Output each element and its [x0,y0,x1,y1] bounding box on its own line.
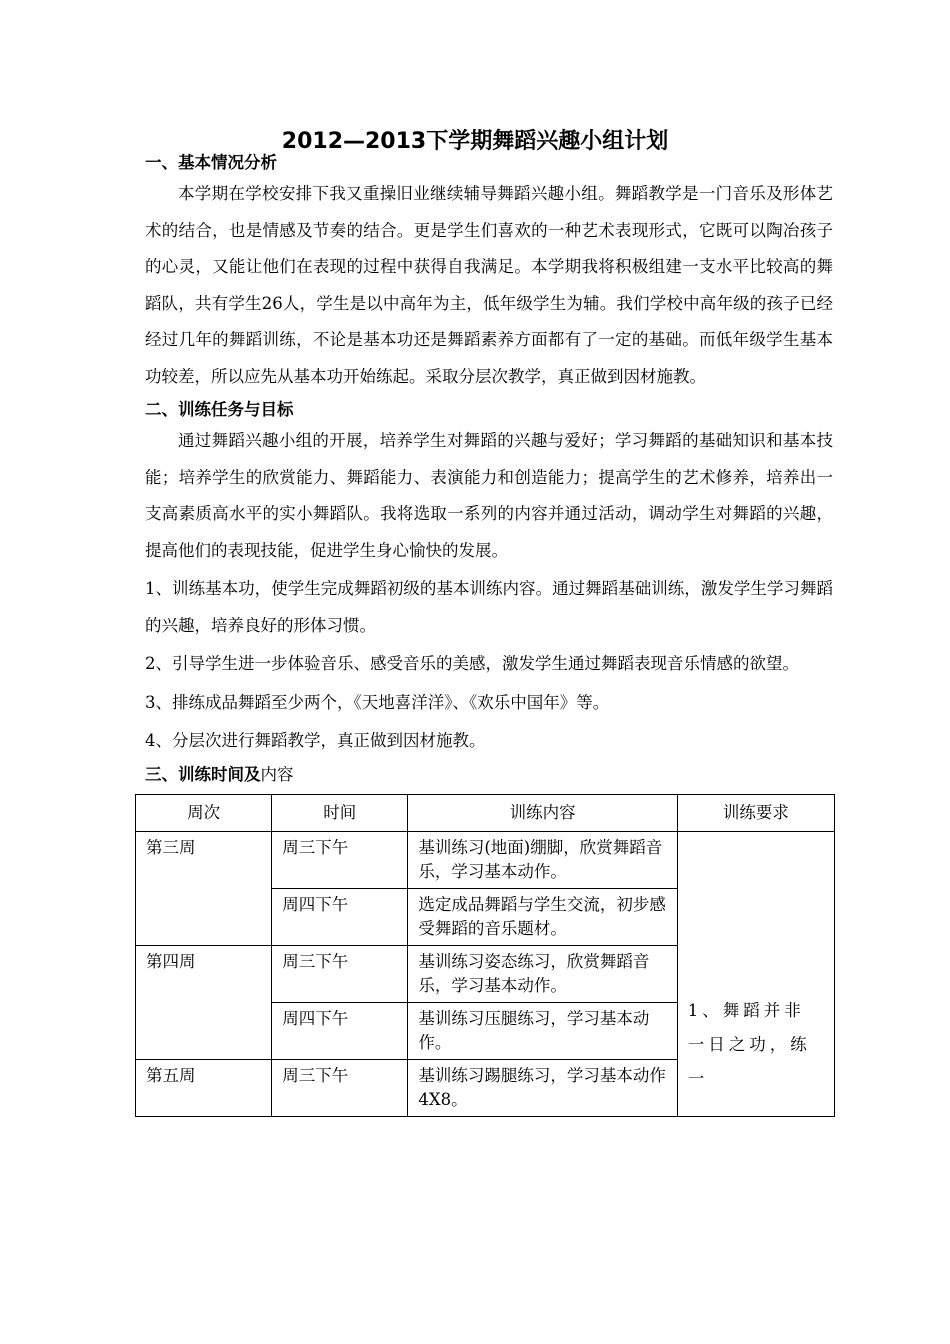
goal-item-4: 4、分层次进行舞蹈教学，真正做到因材施教。 [145,731,486,750]
document-title: 2012—2013下学期舞蹈兴趣小组计划 [281,129,669,154]
week-cell: 第三周 [136,831,272,945]
time-cell: 周三下午 [272,1059,408,1116]
goal-item-3: 3、排练成品舞蹈至少两个，《天地喜洋洋》、《欢乐中国年》等。 [145,692,610,712]
content-cell: 基训练习压腿练习，学习基本动作。 [408,1002,677,1059]
week-cell: 第四周 [136,945,272,1059]
content-cell: 基训练习(地面)绷脚，欣赏舞蹈音乐，学习基本动作。 [408,831,677,888]
content-cell: 基训练习踢腿练习，学习基本动作4X8。 [408,1059,677,1116]
requirement-cell: 1、舞蹈并非一日之功，练一 [677,831,834,1116]
header-content: 训练内容 [408,794,677,831]
week-cell: 第五周 [136,1059,272,1116]
time-cell: 周四下午 [272,1002,408,1059]
goal-item-2: 2、引导学生进一步体验音乐、感受音乐的美感，激发学生通过舞蹈表现音乐情感的欲望。 [145,654,799,673]
content-cell: 基训练习姿态练习，欣赏舞蹈音乐，学习基本动作。 [408,945,677,1002]
table-row [136,831,835,888]
section2-heading: 二、训练任务与目标 [145,400,294,419]
document-body [145,152,833,1117]
section1-heading: 一、基本情况分析 [145,153,277,172]
section2-paragraph: 通过舞蹈兴趣小组的开展，培养学生对舞蹈的兴趣与爱好；学习舞蹈的基础知识和基本技能；培养学生的欣赏能力、舞蹈能力、表演能力和创造能力；提高学生的艺术修养，培养出一支高素质高水平的实小舞蹈队。我将选取一系列的内容并通过活动，调动学生对舞蹈的兴趣，提高他们的表现技能，促进学生身心愉快的发展。 [145,431,833,560]
schedule-table [135,794,835,1117]
header-requirement: 训练要求 [677,794,834,831]
content-cell: 选定成品舞蹈与学生交流，初步感受舞蹈的音乐题材。 [408,888,677,945]
table-header-row [136,794,835,831]
section3-heading-bold: 三、训练时间及 [145,764,261,784]
time-cell: 周三下午 [272,831,408,888]
section3-heading [145,764,833,786]
header-week: 周次 [136,794,272,831]
header-time: 时间 [272,794,408,831]
section1-paragraph: 本学期在学校安排下我又重操旧业继续辅导舞蹈兴趣小组。舞蹈教学是一门音乐及形体艺术的结合，也是情感及节奏的结合。更是学生们喜欢的一种艺术表现形式，它既可以陶冶孩子的心灵，又能让他们在表现的过程中获得自我满足。本学期我将积极组建一支水平比较高的舞蹈队，共有学生26人，学生是以中高年为主，低年级学生为辅。我们学校中高年级的孩子已经经过几年的舞蹈训练，不论是基本功还是舞蹈素养方面都有了一定的基础。而低年级学生基本功较差，所以应先从基本功开始练起。采取分层次教学，真正做到因材施教。 [145,184,833,386]
section3-heading-tail: 内容 [260,764,294,784]
time-cell: 周四下午 [272,888,408,945]
time-cell: 周三下午 [272,945,408,1002]
goal-item-1: 1、训练基本功，使学生完成舞蹈初级的基本训练内容。通过舞蹈基础训练，激发学生学习舞蹈的兴趣，培养良好的形体习惯。 [145,579,833,635]
